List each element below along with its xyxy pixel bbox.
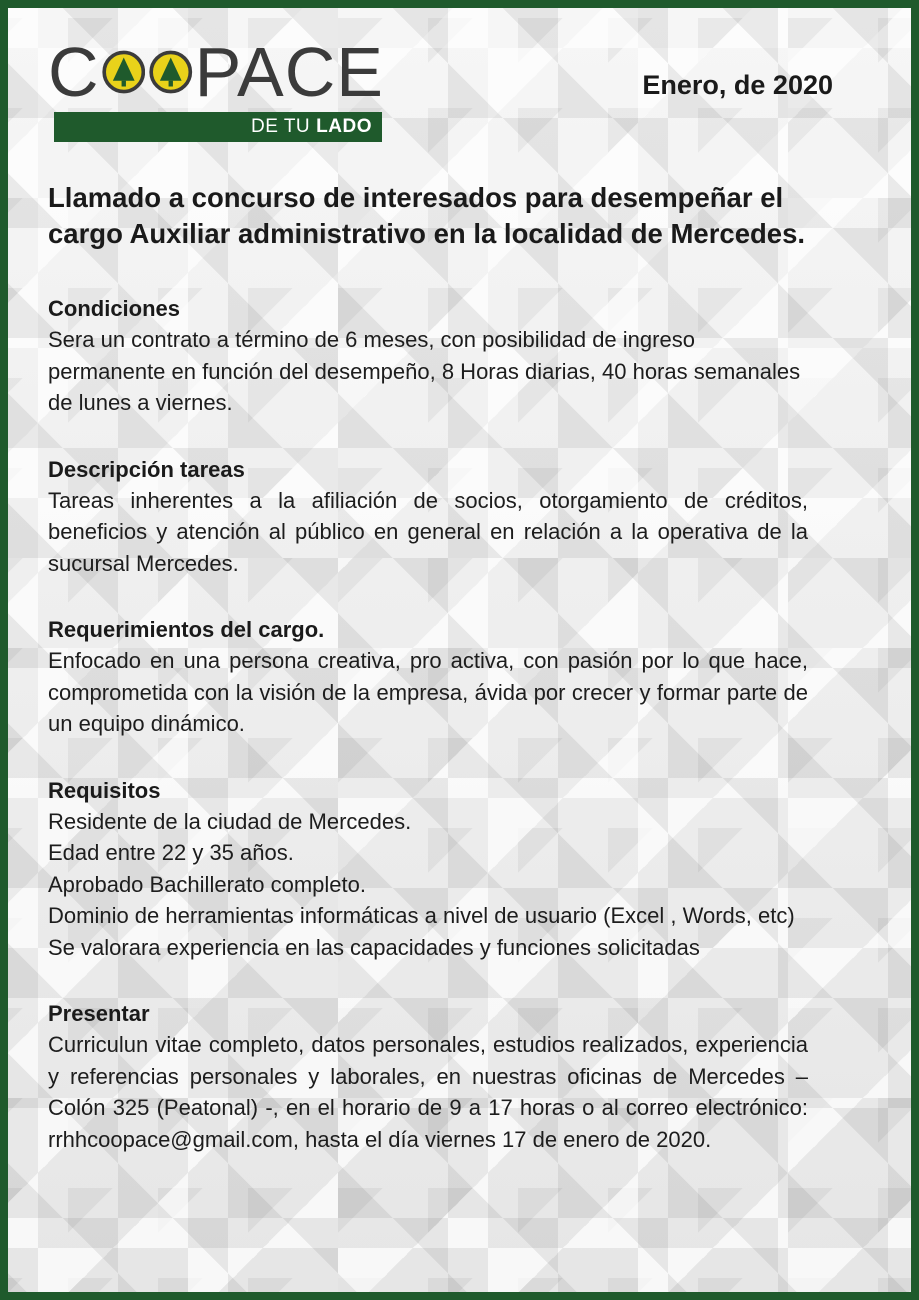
logo-tagline-light: DE TU (251, 116, 311, 137)
section-text: Tareas inherentes a la afiliación de socios, otorgamiento de créditos, beneficios y atención al público en general en relación a la operativa de la sucursal Mercedes. (48, 487, 808, 576)
requisitos-list (48, 806, 808, 964)
section-title: Requisitos (48, 777, 161, 803)
logo-tree-o-icon (102, 43, 146, 101)
section-text: Enfocado en una persona creativa, pro activa, con pasión por lo que hace, comprometida con la visión de la empresa, ávida por crecer y formar parte de un equipo dinámico. (48, 648, 808, 736)
logo-letters-pace: PACE (194, 33, 384, 111)
section-descripcion (48, 455, 808, 580)
section-presentar (48, 999, 808, 1155)
section-title: Condiciones (48, 296, 181, 321)
section-title: Presentar (48, 1001, 150, 1026)
section-title: Requerimientos del cargo. (48, 617, 325, 642)
section-requerimientos (48, 615, 808, 740)
section-text: Curriculun vitae completo, datos personales, estudios realizados, experiencia y referencias personales y laborales, en nuestras oficinas de Mercedes – Colón 325 (Peatonal) -, en el horario de 9 a 17 horas o al correo electrónico: rrhhcoopace@gmail.com, hasta el día viernes 17 de enero de 2020. (48, 1032, 808, 1152)
announcement-body (48, 180, 808, 1155)
date-label: Enero, de 2020 (642, 70, 833, 100)
list-item: Se valorara experiencia en las capacidades y funciones solicitadas (48, 934, 700, 960)
section-requisitos (48, 776, 808, 964)
logo-tagline-bar (54, 112, 382, 142)
list-item: Residente de la ciudad de Mercedes. (48, 808, 412, 834)
list-item: Edad entre 22 y 35 años. (48, 840, 294, 865)
list-item: Dominio de herramientas informáticas a nivel de usuario (Excel , Words, etc) (48, 903, 795, 928)
logo-tagline-bold: LADO (316, 116, 372, 137)
list-item: Aprobado Bachillerato completo. (48, 871, 366, 897)
logo-tree-o-icon (149, 43, 193, 101)
section-title: Descripción tareas (48, 456, 245, 482)
section-condiciones (48, 294, 808, 419)
logo-letter-c: C (48, 33, 100, 111)
section-text: Sera un contrato a término de 6 meses, con posibilidad de ingreso permanente en función del desempeño, 8 Horas diarias, 40 horas semanales de lunes a viernes. (48, 327, 801, 415)
coopace-logo (48, 33, 384, 142)
headline: Llamado a concurso de interesados para desempeñar el cargo Auxiliar administrativo en la localidad de Mercedes. (48, 182, 806, 249)
